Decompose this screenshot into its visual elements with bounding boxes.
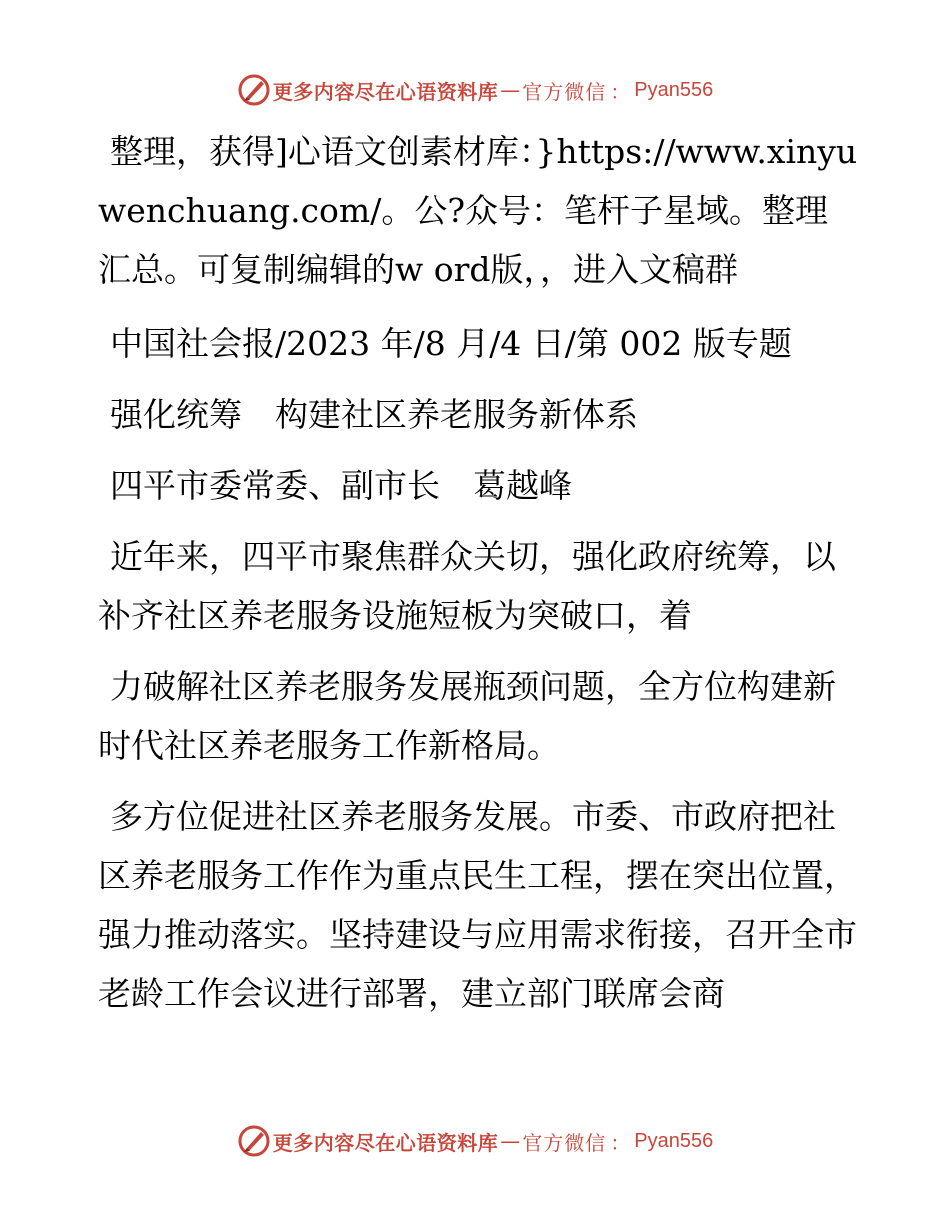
document-body	[98, 122, 858, 1023]
intro-paragraph: 整理，获得]心语文创素材库：}https://www.xinyuwenchuang.com/。公?众号：笔杆子星域。整理汇总。可复制编辑的w ord版，，进入文稿群	[98, 132, 858, 289]
body-paragraph-3: 多方位促进社区养老服务发展。市委、市政府把社区养老服务工作作为重点民生工程，摆在突出位置，强力推动落实。坚持建设与应用需求衔接，召开全市老龄工作会议进行部署，建立部门联席会商	[98, 797, 857, 1013]
footer-watermark-banner	[0, 1121, 950, 1161]
article-author: 四平市委常委、副市长 葛越峰	[110, 466, 572, 505]
header-watermark-banner	[0, 70, 950, 110]
quill-pen-logo-icon	[237, 73, 271, 107]
banner-promo-text: 更多内容尽在心语资料库	[272, 79, 499, 104]
banner-wechat-id: Pyan556	[634, 78, 714, 101]
body-paragraph-2: 力破解社区养老服务发展瓶颈问题，全方位构建新时代社区养老服务工作新格局。	[98, 667, 836, 765]
banner-separator: ：	[610, 79, 631, 104]
body-paragraph-1: 近年来，四平市聚焦群众关切，强化政府统筹，以补齐社区养老服务设施短板为突破口，着	[98, 537, 836, 635]
banner-separator: ：	[610, 1130, 631, 1155]
quill-pen-logo-icon	[237, 1124, 271, 1158]
source-line: 中国社会报/2023 年/8 月/4 日/第 002 版专题	[110, 324, 792, 363]
banner-promo-text: 更多内容尽在心语资料库	[272, 1130, 499, 1155]
banner-official-label: 官方微信	[522, 79, 607, 104]
banner-official-label: 官方微信	[522, 1130, 607, 1155]
banner-dash: —	[500, 78, 521, 102]
article-headline: 强化统筹 构建社区养老服务新体系	[110, 395, 638, 434]
banner-dash: —	[500, 1129, 521, 1153]
banner-wechat-id: Pyan556	[634, 1129, 714, 1152]
